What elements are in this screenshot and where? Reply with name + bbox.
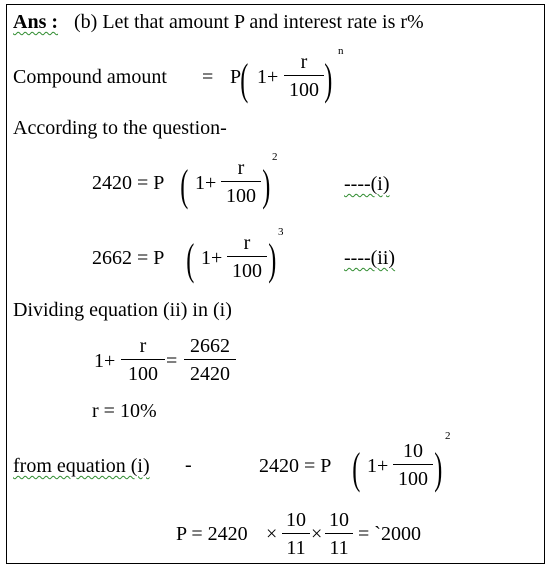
final-denominator-1: 11 [286,537,306,559]
div-numerator-right: 2662 [190,335,230,357]
final-result: = `2000 [358,523,421,545]
formula-numerator: r [300,51,308,73]
div-denominator-right: 2420 [190,363,230,385]
eq2-tag: ----(ii) [344,247,396,269]
final-fraction-2 [325,510,353,558]
div-fraction-left [121,336,165,384]
from-eq-one-plus: 1+ [367,455,389,477]
div-equals: = [166,350,178,372]
formula-exponent: n [338,45,344,57]
formula-equals: = [202,66,214,88]
final-numerator-2: 10 [329,509,349,531]
answer-intro: (b) Let that amount P and interest rate is r% [74,11,424,33]
eq2-lhs: 2662 = P [92,247,165,269]
from-eq-fraction [393,441,433,489]
formula-label: Compound amount [13,66,167,88]
eq1-exponent: 2 [272,151,278,163]
eq2-right-paren: ) [268,235,277,284]
from-eq-right-paren: ) [434,444,443,493]
div-numerator: r [139,335,147,357]
final-denominator-2: 11 [329,537,349,559]
eq2-left-paren: ( [186,235,195,284]
formula-right-paren: ) [324,55,333,104]
from-eq-dash: - [185,454,192,476]
formula-one-plus: 1+ [257,66,279,88]
final-fraction-1 [282,510,310,558]
eq1-tag: ----(i) [344,173,390,195]
answer-box [6,4,545,564]
from-eq-label: from equation (i) [13,455,150,477]
eq2-numerator: r [243,232,251,254]
eq2-fraction [227,233,267,281]
final-times-1: × [266,523,278,545]
eq1-left-paren: ( [180,161,189,210]
eq1-fraction [221,158,261,206]
formula-left-paren: ( [240,55,249,104]
from-eq-denominator: 100 [398,468,428,490]
from-eq-exponent: 2 [445,430,451,442]
eq1-right-paren: ) [262,161,271,210]
eq2-one-plus: 1+ [201,247,223,269]
from-eq-lhs: 2420 = P [259,455,332,477]
div-denominator: 100 [128,363,158,385]
final-lhs: P = 2420 [176,523,248,545]
eq1-denominator: 100 [226,185,256,207]
result-r: r = 10% [92,400,157,422]
according-text: According to the question- [13,117,227,139]
answer-label: Ans : [13,11,59,33]
eq1-lhs: 2420 = P [92,172,165,194]
from-eq-left-paren: ( [352,444,361,493]
dividing-text: Dividing equation (ii) in (i) [13,299,232,321]
eq1-numerator: r [237,157,245,179]
final-times-2: × [311,523,323,545]
eq1-one-plus: 1+ [195,172,217,194]
from-eq-numerator: 10 [403,440,423,462]
eq2-exponent: 3 [278,226,284,238]
formula-principal: P [230,66,242,88]
div-one-plus: 1+ [94,350,116,372]
formula-denominator: 100 [289,79,319,101]
eq2-denominator: 100 [232,260,262,282]
final-numerator-1: 10 [286,509,306,531]
div-fraction-right [184,336,236,384]
formula-fraction [284,52,324,100]
